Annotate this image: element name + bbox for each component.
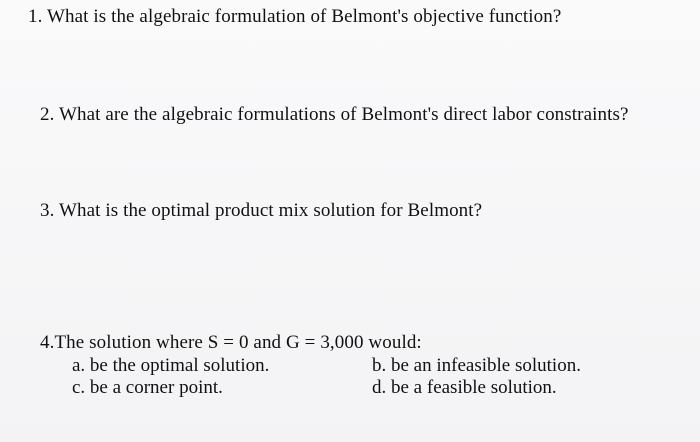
option-b: b. be an infeasible solution. [372, 355, 581, 376]
question-2: 2. What are the algebraic formulations of Belmont's direct labor constraints? [40, 104, 629, 125]
option-a: a. be the optimal solution. [72, 355, 270, 376]
question-4: 4.The solution where S = 0 and G = 3,000 would: [40, 332, 422, 353]
question-3: 3. What is the optimal product mix solution for Belmont? [40, 200, 483, 221]
question-1: 1. What is the algebraic formulation of Belmont's objective function? [28, 6, 562, 27]
option-c: c. be a corner point. [72, 377, 223, 398]
option-d: d. be a feasible solution. [372, 377, 557, 398]
